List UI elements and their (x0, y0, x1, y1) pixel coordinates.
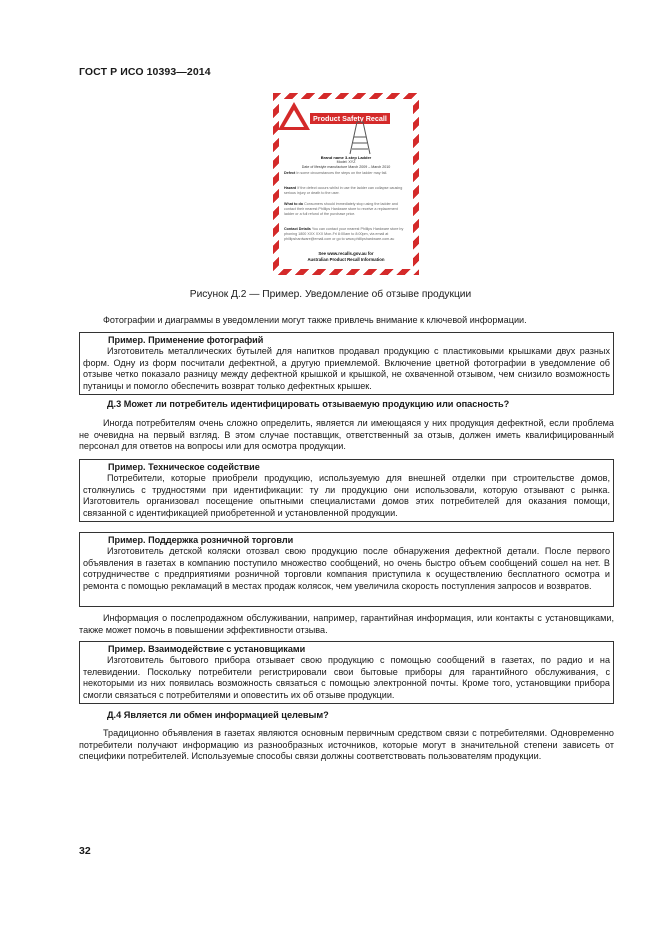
section-d3-paragraph (79, 418, 614, 453)
example-box-technical (79, 459, 614, 522)
example-box-photos (79, 332, 614, 395)
recall-notice-figure (273, 93, 419, 275)
figure-caption: Рисунок Д.2 — Пример. Уведомление об отзыве продукции (189, 289, 472, 300)
document-header: ГОСТ Р ИСО 10393—2014 (79, 66, 211, 78)
recall-contact-label: Contact Details (284, 227, 311, 231)
recall-footer-line2: Australian Product Recall Information (307, 256, 385, 262)
after-sales-paragraph (79, 613, 614, 636)
recall-whattodo-label: What to do (284, 202, 304, 206)
recall-product-info (283, 156, 409, 169)
recall-footer-line1: See www.recalls.gov.au for (318, 251, 374, 256)
recall-defect-label: Defect (284, 171, 296, 175)
page-number: 32 (79, 845, 91, 857)
recall-product-name: Brand name 3-step Ladder (320, 155, 372, 160)
example-box-title: Пример. Техническое содействие (108, 462, 260, 472)
section-d3-heading: Д.3 Может ли потребитель идентифицировать отзываемую продукцию или опасность? (107, 399, 510, 409)
intro-paragraph (79, 315, 614, 327)
section-d4-heading: Д.4 Является ли обмен информацией целевым? (107, 710, 329, 720)
warning-triangle-icon (277, 101, 311, 131)
recall-contact-section (284, 227, 408, 243)
recall-defect-section (284, 171, 408, 182)
intro-paragraph-text: Фотографии и диаграммы в уведомлении могут также привлечь внимание к ключевой информации. (103, 315, 527, 325)
example-box-text: Потребители, которые приобрели продукцию, используемую для внешней отделки при строительстве домов, столкнулись с трудностями при идентификации: ту ли продукцию они использовали, которую отзывают с рынка. Изготовитель организовал посещение опытными специалистами домов этих потребителей для оказания помощи, связанной с идентификацией приобретенной и установленной продукции. (83, 473, 610, 518)
example-box-text: Изготовитель металлических бутылей для напитков продавал продукцию с пластиковыми крышками двух разных форм. Одну из форм посчитали дефектной, а другую приемлемой. Включение цветной фотографии в уведомление об отзыве четко показало разницу между дефектной крышкой и крышкой, не охваченной отзывом, чем снизило возможность путаницы и помогло обеспечить возврат только дефектных крышек. (83, 346, 610, 391)
recall-notice-body (279, 99, 413, 269)
recall-defect-text: In some circumstances the steps on the ladder may fail. (296, 171, 388, 175)
example-box-title: Пример. Применение фотографий (108, 335, 264, 345)
recall-whattodo-text: Consumers should immediately stop using the ladder and contact their nearest Phillips Hardware store to receive a replacement ladder or a full refund of the purchase price. (284, 202, 398, 217)
example-box-installers (79, 641, 614, 704)
section-d4-paragraph-text: Традиционно объявления в газетах являются основным первичным средством связи с потребителями. Одновременно потребители получают информацию из разнообразных источников, которые могут в значительной степени зависеть от специфики потребителей. Используемые способы связи должны соответствовать пользователям продукции. (79, 728, 614, 762)
recall-hazard-label: Hazard (284, 186, 297, 190)
example-box-title: Пример. Поддержка розничной торговли (108, 535, 294, 545)
recall-whattodo-section (284, 202, 408, 223)
recall-hazard-section (284, 186, 408, 197)
recall-hazard-text: If the defect occurs whilst in use the ladder can collapse causing serious injury or death to the user. (284, 186, 403, 196)
recall-notice-title: Product Safety Recall (310, 113, 390, 124)
example-box-title: Пример. Взаимодействие с установщиками (108, 644, 306, 654)
ladder-icon (346, 121, 374, 155)
section-d4-paragraph (79, 728, 614, 763)
recall-product-dates: Date of lifestyle manufacture March 2009 – March 2010 (301, 164, 391, 169)
example-box-retail (79, 532, 614, 607)
after-sales-paragraph-text: Информация о послепродажном обслуживании, например, гарантийная информация, или контакты с установщиками, также может помочь в повышении эффективности отзыва. (79, 613, 614, 635)
recall-contact-text: You can contact your nearest Phillips Hardware store by phoning 1800 XXX XXX Mon-Fri 8:00am to 8:00pm, via email at phillipshardware@email.com or go to www.phillipshardware.com.au (284, 227, 404, 242)
recall-product-model: Model: XYZ (336, 160, 356, 165)
section-d3-paragraph-text: Иногда потребителям очень сложно определить, является ли имеющаяся у них продукция дефектной, если проблема не очевидна на первый взгляд. В этом случае поставщик, ответственный за отзыв, должен иметь квалифицированный персонал для ответов на вопросы или для осмотра продукции. (79, 418, 614, 452)
example-box-text: Изготовитель детской коляски отозвал свою продукцию после обнаружения дефектной детали. После первого объявления в газетах в компанию поступило множество сообщений, но очень быстро объем сообщений сошел на нет. В сотрудничестве с предприятиями розничной торговли компания приступила к осуществлению бесплатного осмотра и ремонта с помощью рекламаций в местах продаж колясок, чем увеличила скорость поступления запросов и возвратов. (83, 546, 610, 591)
recall-notice-footer (283, 251, 409, 262)
example-box-text: Изготовитель бытового прибора отзывает свою продукцию с помощью сообщений в газетах, по радио и на телевидении. Поскольку потребители регистрировали свои бытовые приборы для гарантийного обслуживания, с некоторыми из них появилась возможность связаться с помощью электронной почты. Кроме того, установщики прибора смогли связаться с потребителями и оповестить их об отзыве продукции. (83, 655, 610, 700)
